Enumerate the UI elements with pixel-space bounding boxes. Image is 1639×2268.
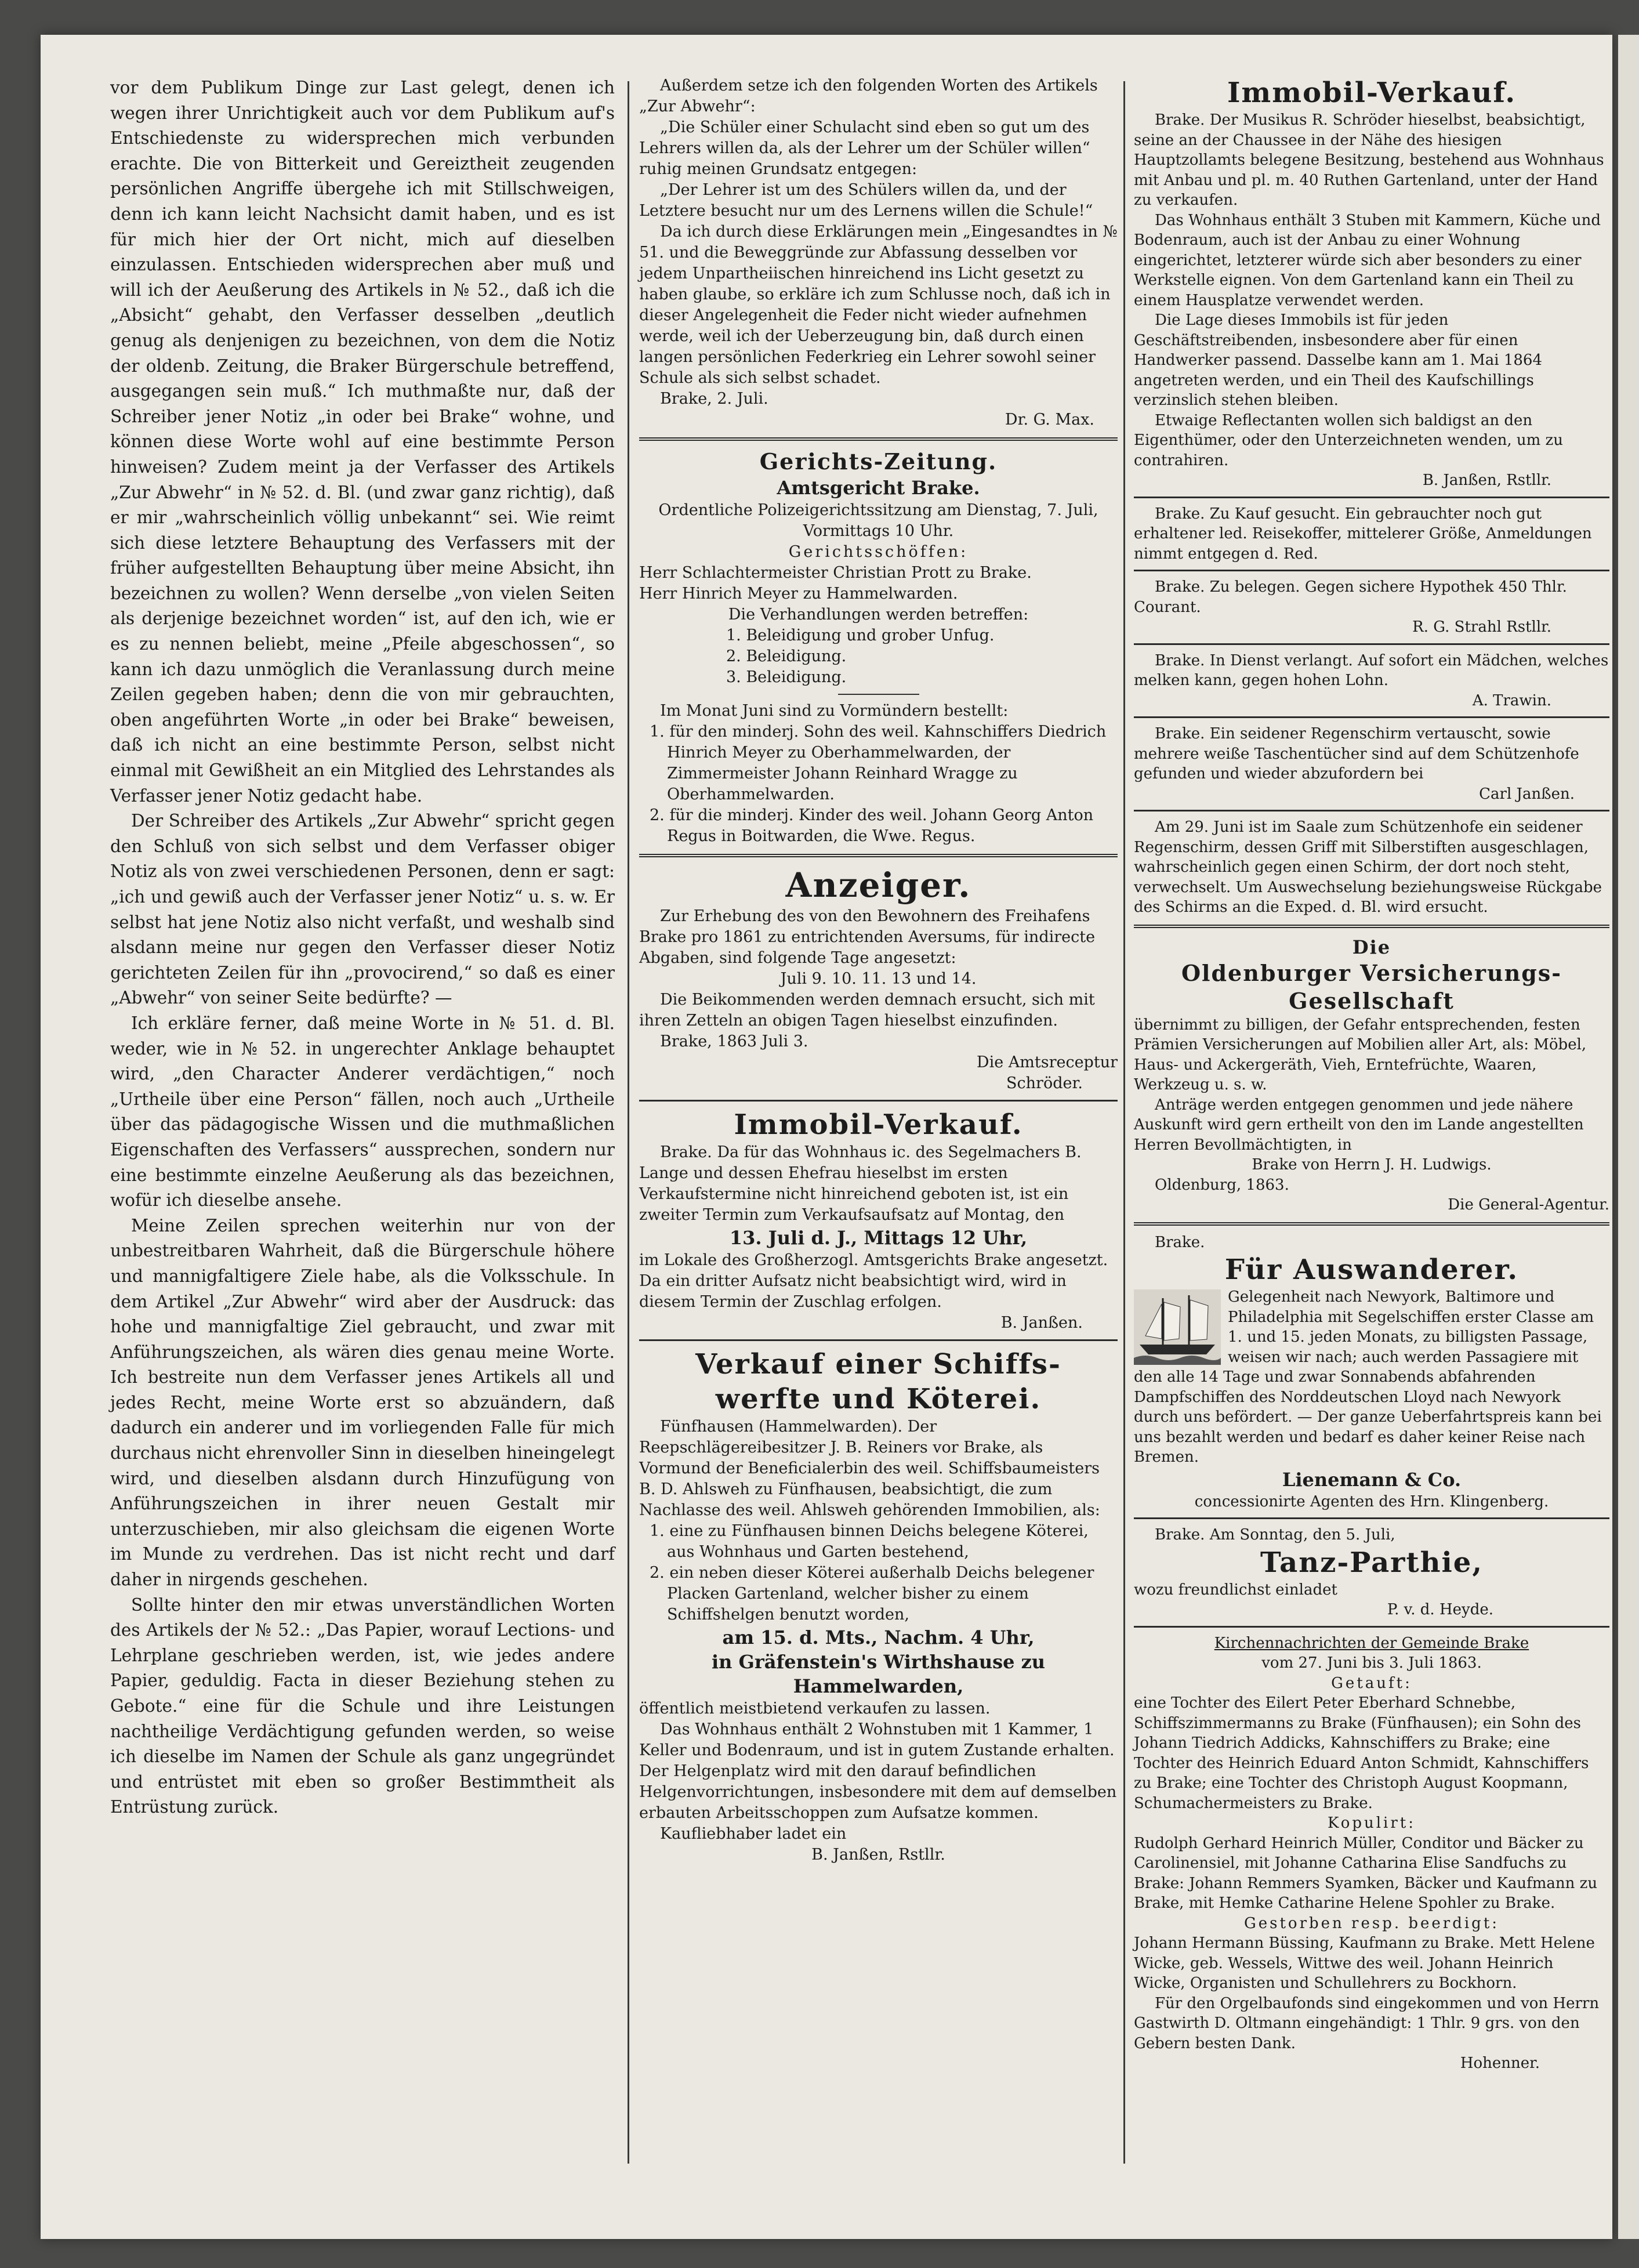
section-divider: [1134, 1222, 1609, 1226]
church-signature: Hohenner.: [1460, 2055, 1540, 2072]
shipyard-title: Verkauf einer Schiffs-: [695, 1348, 1061, 1381]
letter-paragraph: Ich erkläre ferner, daß meine Worte in № 51. d. Bl. weder, wie in № 52. in ungerechter Anklage behauptet wird, „den Character Anderer verdächtigen,“ noch „Urtheile über eine Person“ fällen, noch auch „Urtheile über das pädagogische Wissen und die muthmaßlichen Eigenschaften des Verfassers“ aussprechen, sondern nur eine bestimmte einzelne Aeußerung als das bezeichnen, wofür ich dieselbe ansehe.: [110, 1013, 615, 1211]
immobil-sale-ad: [1134, 75, 1609, 491]
church-period: vom 27. Juni bis 3. Juli 1863.: [1261, 1654, 1482, 1672]
guardian-item: 1. für den minderj. Sohn des weil. Kahnschiffers Diedrich Hinrich Meyer zu Oberhammelwarden, der Zimmermeister Johann Reinhard Wragge zu Oberhammelwarden.: [650, 723, 1107, 803]
letter-place-date: Brake, 2. Juli.: [660, 390, 768, 408]
court-news-subtitle: Amtsgericht Brake.: [777, 477, 980, 499]
letter-quote: „Der Lehrer ist um des Schülers willen da, und der Letztere besucht nur um des Lernens willen die Schule!“: [639, 181, 1093, 220]
immobil-text: Die Lage dieses Immobils ist für jeden Geschäftstreibenden, insbesondere aber für einen Handwerker passend. Dasselbe kann am 1. Mai 1864 angetreten werden, und ein Theil des Kaufschillings verzinslich stehen bleiben.: [1134, 311, 1543, 409]
jurors-label: Gerichtsschöffen:: [788, 543, 969, 561]
short-divider: [838, 694, 919, 695]
small-ad-text: Brake. Zu belegen. Gegen sichere Hypothek 450 Thlr. Courant.: [1134, 578, 1567, 616]
shipyard-text: Fünfhausen (Hammelwarden). Der Reepschlägereibesitzer J. B. Reiners vor Brake, als Vormund der Beneficialerbin des weil. Schiffsbaumeisters B. D. Ahlsweh zu Fünfhausen, beabsichtigt, die zum Nachlasse des weil. Ahlsweh gehörenden Immobilien, als:: [639, 1418, 1100, 1519]
insurance-text: übernimmt zu billigen, der Gefahr entsprechenden, festen Prämien Versicherungen auf Mobilien aller Art, als: Möbel, Haus- und Ackergeräth, Vieh, Erntefrüchte, Waaren, Werkzeug u. s. w.: [1134, 1016, 1587, 1093]
column-rule: [1123, 81, 1125, 2164]
dance-text: Brake. Am Sonntag, den 5. Juli,: [1155, 1526, 1395, 1544]
dance-text: wozu freundlichst einladet: [1134, 1581, 1337, 1599]
column-right: [1134, 75, 1609, 2074]
anzeiger-text: Die Beikommenden werden demnach ersucht, sich mit ihren Zetteln an obigen Tagen hieselbst einzufinden.: [639, 991, 1095, 1030]
insurance-text: Anträge werden entgegen genommen und jede nähere Auskunft wird gern ertheilt von den im Lande angestellten Herren Bevollmächtigten, in: [1134, 1096, 1584, 1154]
church-baptized: eine Tochter des Eilert Peter Eberhard Schnebbe, Schiffszimmermanns zu Brake (Fünfhausen); ein Sohn des Johann Tiedrich Addicks, Kahnschiffers zu Brake; eine Tochter des Heinrich Eduard Anton Schmidt, Kahnschiffers zu Brake; eine Tochter des Christoph August Koopmann, Schumachermeisters zu Brake.: [1134, 1694, 1589, 1812]
section-divider: [1134, 1626, 1609, 1628]
shipyard-place: in Gräfenstein's Wirthshause zu Hammelwarden,: [711, 1651, 1046, 1697]
church-married: Rudolph Gerhard Heinrich Müller, Conditor und Bäcker zu Carolinensiel, mit Johanne Catharina Elise Sandfuchs zu Brake: Johann Remmers Syamken, Bäcker und Kaufmann zu Brake, mit Hemke Catharine Helene Spohler zu Brake.: [1134, 1834, 1598, 1912]
small-ad: [1134, 504, 1609, 564]
church-baptized-label: Getauft:: [1331, 1674, 1412, 1692]
juror: Herr Hinrich Meyer zu Hammelwarden.: [639, 585, 958, 603]
small-ad-signature: R. G. Strahl Rstllr.: [1412, 618, 1551, 636]
anzeiger-title: Anzeiger.: [785, 865, 971, 905]
small-ad-text: Brake. In Dienst verlangt. Auf sofort ein Mädchen, welches melken kann, gegen hohen Lohn.: [1134, 651, 1609, 689]
next-page-edge: [1618, 35, 1639, 2239]
section-divider: [639, 1100, 1118, 1102]
emigrants-title: Für Auswanderer.: [1224, 1253, 1519, 1286]
cases-label: Die Verhandlungen werden betreffen:: [728, 606, 1029, 624]
court-news-section: [639, 448, 1118, 847]
shipyard-title: werfte und Köterei.: [715, 1383, 1042, 1415]
letter-paragraph: ruhig meinen Grundsatz entgegen:: [639, 160, 918, 178]
small-ad-text: Brake. Zu Kauf gesucht. Ein gebrauchter noch gut erhaltener led. Reisekoffer, mittelerer Größe, Anmeldungen nimmt entgegen d. Red.: [1134, 505, 1592, 563]
small-ad: [1134, 724, 1609, 804]
dance-title: Tanz-Parthie,: [1260, 1546, 1484, 1579]
insurance-place-date: Oldenburg, 1863.: [1155, 1176, 1289, 1194]
church-news: [1134, 1633, 1609, 2074]
emigrants-ad: [1134, 1233, 1609, 1512]
insurance-signature: Die General-Agentur.: [1448, 1196, 1609, 1213]
section-divider: [1134, 925, 1609, 928]
church-married-label: Kopulirt:: [1327, 1814, 1416, 1832]
shipyard-signature: B. Janßen, Rstllr.: [811, 1846, 945, 1864]
church-title: Kirchennachrichten der Gemeinde Brake: [1214, 1634, 1529, 1652]
immobil-text: Brake. Der Musikus R. Schröder hieselbst, beabsichtigt, seine an der Chaussee in der Nähe des hiesigen Hauptzollamts belegene Besitzung, bestehend aus Wohnhaus mit Anbau und pl. m. 40 Ruthen Gartenland, unter der Hand zu verkaufen.: [1134, 111, 1604, 209]
court-news-title: Gerichts-Zeitung.: [759, 448, 998, 474]
insurance-title-die: Die: [1352, 936, 1391, 958]
immobil-signature: B. Janßen, Rstllr.: [1422, 472, 1551, 489]
court-session: Ordentliche Polizeigerichtssitzung am Dienstag, 7. Juli, Vormittags 10 Uhr.: [658, 501, 1098, 540]
column-rule: [628, 81, 629, 2164]
immobil-text: Etwaige Reflectanten wollen sich baldigst an den Eigenthümer, oder den Unterzeichneten wenden, um zu contrahiren.: [1134, 411, 1563, 469]
section-divider: [1134, 643, 1609, 645]
column-middle: [639, 75, 1118, 1865]
letter-paragraph: Da ich durch diese Erklärungen mein „Eingesandtes in № 51. und die Beweggründe zur Abfassung desselben vor jedem Unpartheiischen hinreichend ins Licht gesetzt zu haben glaube, so erkläre ich zum Schlusse noch, daß ich in dieser Angelegenheit die Feder nicht wieder aufnehmen werde, weil ich der Ueberzeugung bin, daß durch einen langen persönlichen Federkrieg ein Lehrer sowohl seiner Schule als sich selbst schadet.: [639, 223, 1118, 387]
anzeiger-signature: Die Amtsreceptur: [976, 1053, 1118, 1071]
insurance-ad: [1134, 935, 1609, 1215]
anzeiger-text: Zur Erhebung des von den Bewohnern des Freihafens Brake pro 1861 zu entrichtenden Aversums, für indirecte Abgaben, sind folgende Tage angesetzt:: [639, 907, 1096, 967]
emigrants-text: Gelegenheit nach Newyork, Baltimore und Philadelphia mit Segelschiffen erster Classe am 1. und 15. jeden Monats, zu billigsten Passage, weisen wir nach; auch werden Passagiere mit den alle 14 Tage und zwar Sonnabends abfahrenden Dampfschiffen des Norddeutschen Lloyd nach Newyork durch uns befördert. — Der ganze Ueberfahrtspreis kann bei uns bezahlt werden und bedarf es daher keiner Reise nach Bremen.: [1134, 1288, 1602, 1466]
church-died: Johann Hermann Büssing, Kaufmann zu Brake. Mett Helene Wicke, geb. Wessels, Wittwe des weil. Johann Heinrich Wicke, Organisten und Schullehrers zu Bockhorn.: [1134, 1934, 1595, 1992]
immobil-title: Immobil-Verkauf.: [1227, 77, 1517, 109]
section-divider: [639, 854, 1118, 857]
guardians-intro: Im Monat Juni sind zu Vormündern bestellt:: [660, 702, 1009, 720]
anzeiger-signature: Schröder.: [1006, 1074, 1083, 1092]
shipyard-sale-ad: [639, 1347, 1118, 1865]
anzeiger-place-date: Brake, 1863 Juli 3.: [660, 1032, 808, 1050]
letter-paragraph: Der Schreiber des Artikels „Zur Abwehr“ spricht gegen den Schluß von sich selbst und dem Verfasser obiger Notiz als von zwei verschiedenen Personen, denn er sagt: „ich und gewiß auch der Verfasser jener Notiz“ u. s. w. Er selbst hat jene Notiz also nicht verfaßt, und weshalb sind alsdann meine nur gegen den Verfasser dieser Notiz gerichteten Zeilen für ihn „provocirend,“ so daß es einer „Abwehr“ von seiner Seite bedürfte? —: [110, 811, 615, 1008]
small-ad: [1134, 651, 1609, 711]
small-ad-signature: Carl Janßen.: [1479, 785, 1575, 803]
letter-paragraph: Meine Zeilen sprechen weiterhin nur von der unbestreitbaren Wahrheit, daß die Bürgerschule höhere und mannigfaltigere Ziele habe, als die Volksschule. In dem Artikel „Zur Abwehr“ wird aber der Ausdruck: das hohe und mannigfaltige Ziel gebraucht, und zwar mit Anführungszeichen, als wären dies genau meine Worte. Ich bestreite nun dem Verfasser jenes Artikels all und jedes Recht, meine Worte erst so abzuändern, daß dadurch ein anderer und im vorliegenden Falle für mich durchaus nicht ehrenvoller Sinn in dieselben hineingelegt wird, und dieselben alsdann durch Hinzufügung von Anführungszeichen in ihrer neuen Gestalt mir unterzuschieben, mir also gleichsam die eigenen Worte im Munde zu verdrehen. Das ist nicht recht und darf daher in nirgends geschehen.: [110, 1215, 615, 1590]
letter-paragraph: Außerdem setze ich den folgenden Worten des Artikels „Zur Abwehr“:: [639, 77, 1098, 115]
shipyard-item: 1. eine zu Fünfhausen binnen Deichs belegene Köterei, aus Wohnhaus und Garten bestehend,: [650, 1522, 1089, 1561]
shipyard-text: öffentlich meistbietend verkaufen zu lassen.: [639, 1700, 991, 1718]
letter-quote: „Die Schüler einer Schulacht sind eben so gut um des Lehrers willen da, als der Lehrer um der Schüler willen“: [639, 118, 1090, 157]
section-divider: [639, 1339, 1118, 1341]
section-divider: [1134, 497, 1609, 498]
immobil-text: Das Wohnhaus enthält 3 Stuben mit Kammern, Küche und Bodenraum, auch ist der Anbau zu einer Wohnung eingerichtet, letzterer würde sich aber besonders zu einer Werkstelle eignen. Von dem Gartenland kann ein Theil zu einem Hausplatze verwendet werden.: [1134, 211, 1601, 309]
letter-paragraph: Sollte hinter den mir etwas unverständlichen Worten des Artikels der № 52.: „Das Papier, worauf Lections- und Lehrplane geschrieben werden, ist, wie jedes andere Papier, geduldig. Facta in dieser Beziehung stehen zu Gebote.“ eine für die Schule und ihre Leistungen nachtheilige Verdächtigung gefunden werden, so weise ich dieselbe im Namen der Schule als ganz ungegründet und entrüstet mit eben so großer Bestimmtheit als Entrüstung zurück.: [110, 1595, 615, 1817]
anzeiger-section: [639, 864, 1118, 1094]
emigrants-firm-sub: concessionirte Agenten des Hrn. Klingenberg.: [1194, 1492, 1549, 1510]
column-left-letter: [110, 75, 615, 1820]
shipyard-text: Das Wohnhaus enthält 2 Wohnstuben mit 1 Kammer, 1 Keller und Bodenraum, und ist in gutem Zustande erhalten. Der Helgenplatz wird mit den darauf befindlichen Helgenvorrichtungen, insbesondere mit dem auf demselben erbauten Arbeitsschoppen zum Aufsatze kommen.: [639, 1720, 1117, 1822]
immobil-text: Brake. Da für das Wohnhaus ic. des Segelmachers B. Lange und dessen Ehefrau hieselbst im ersten Verkaufstermine nicht hinreichend geboten ist, ist ein zweiter Termin zum Verkaufsaufsatz auf Montag, den: [639, 1143, 1082, 1224]
sailing-ship-icon: [1134, 1289, 1221, 1365]
guardian-item: 2. für die minderj. Kinder des weil. Johann Georg Anton Regus in Boitwarden, die Wwe. Regus.: [650, 806, 1094, 845]
church-died-label: Gestorben resp. beerdigt:: [1243, 1914, 1500, 1932]
immobil-date: 13. Juli d. J., Mittags 12 Uhr,: [729, 1227, 1028, 1249]
dance-ad: [1134, 1525, 1609, 1620]
immobil-title: Immobil-Verkauf.: [734, 1108, 1023, 1141]
immobil-sale-ad: [639, 1107, 1118, 1334]
emigrants-firm: Lienemann & Co.: [1282, 1468, 1462, 1491]
anzeiger-dates: Juli 9. 10. 11. 13 und 14.: [780, 970, 977, 988]
case-item: 3. Beleidigung.: [726, 668, 847, 686]
small-ad: [1134, 817, 1609, 918]
emigrants-place: Brake.: [1155, 1233, 1205, 1251]
insurance-agent: Brake von Herrn J. H. Ludwigs.: [1252, 1156, 1492, 1173]
case-item: 1. Beleidigung und grober Unfug.: [726, 626, 995, 644]
section-divider: [1134, 1517, 1609, 1519]
letter-paragraph: vor dem Publikum Dinge zur Last gelegt, denen ich wegen ihrer Unrichtigkeit auch vor dem Publikum auf's Entschiedenste zu widersprechen mich verbunden erachte. Die von Bitterkeit und Gereiztheit zeugenden persönlichen Angriffe übergehe ich mit Stillschweigen, denn ich kann leicht Nachsicht damit haben, und es ist für mich hier der Ort nicht, mich auf dieselben einzulassen. Entschieden widersprechen aber muß und will ich der Aeußerung des Artikels in № 52., daß ich die „Absicht“ gehabt, den Verfasser desselben „deutlich genug als denjenigen zu bezeichnen, von dem die Notiz der oldenb. Zeitung, die Braker Bürgerschule betreffend, ausgegangen sein muß.“ Ich muthmaßte nur, daß der Schreiber jener Notiz „in oder bei Brake“ wohne, und können diese Worte wohl auf eine bestimmte Person hinweisen? Zudem meint ja der Verfasser des Artikels „Zur Abwehr“ in № 52. d. Bl. (und zwar ganz richtig), daß er mir „wahrscheinlich völlig unbekannt“ sei. Wie reimt sich diese letztere Behauptung des Verfassers mit der früher aufgestellten Behauptung über meine Absicht, ihn bezeichnen zu wollen? Wenn derselbe „von vielen Seiten als derjenige bezeichnet worden“ ist, auf den ich, wie er es zu nennen beliebt, meine „Pfeile abgeschossen“, so kann ich dazu unmöglich die Veranlassung durch meine Zeilen gegeben haben; denn die von mir gebrauchten, oben angeführten Worte „in oder bei Brake“ beweisen, daß ich nicht an eine bestimmte Person, selbst nicht einmal mit Gewißheit an ein Mitglied des Lehrstandes als Verfasser jener Notiz gedacht habe.: [110, 78, 615, 806]
immobil-text: im Lokale des Großherzogl. Amtsgerichts Brake angesetzt. Da ein dritter Aufsatz nicht beabsichtigt wird, wird in diesem Termin der Zuschlag erfolgen.: [639, 1251, 1108, 1311]
immobil-signature: B. Janßen.: [1000, 1314, 1083, 1332]
case-item: 2. Beleidigung.: [726, 647, 847, 665]
section-divider: [1134, 810, 1609, 811]
juror: Herr Schlachtermeister Christian Prott zu Brake.: [639, 564, 1032, 582]
small-ad: [1134, 577, 1609, 637]
small-ad-signature: A. Trawin.: [1472, 691, 1551, 709]
small-ad-text: Am 29. Juni ist im Saale zum Schützenhofe ein seidener Regenschirm, dessen Griff mit Silberstiften ausgeschlagen, wahrscheinlich gegen einen Schirm, der dort noch steht, verwechselt. Um Auswechselung beziehungsweise Rückgabe des Schirms an die Exped. d. Bl. wird ersucht.: [1134, 818, 1602, 916]
small-ad-text: Brake. Ein seidener Regenschirm vertauscht, sowie mehrere weiße Taschentücher sind auf dem Schützenhofe gefunden und wieder abzufordern bei: [1134, 725, 1579, 782]
shipyard-item: 2. ein neben dieser Köterei außerhalb Deichs belegener Placken Gartenland, welcher bisher zu einem Schiffshelgen benutzt worden,: [650, 1564, 1094, 1624]
dance-signature: P. v. d. Heyde.: [1387, 1601, 1493, 1618]
shipyard-date: am 15. d. Mts., Nachm. 4 Uhr,: [722, 1626, 1035, 1649]
section-divider: [1134, 716, 1609, 718]
insurance-title: Gesellschaft: [1289, 987, 1455, 1014]
shipyard-text: Kaufliebhaber ladet ein: [660, 1825, 847, 1843]
church-organ-fund: Für den Orgelbaufonds sind eingekommen und von Herrn Gastwirth D. Oltmann eingehändigt: 1 Thlr. 9 grs. von den Gebern besten Dank.: [1134, 1994, 1600, 2052]
section-divider: [1134, 570, 1609, 571]
letter-signature: Dr. G. Max.: [1005, 411, 1094, 429]
insurance-title: Oldenburger Versicherungs-: [1181, 959, 1562, 986]
section-divider: [639, 437, 1118, 441]
